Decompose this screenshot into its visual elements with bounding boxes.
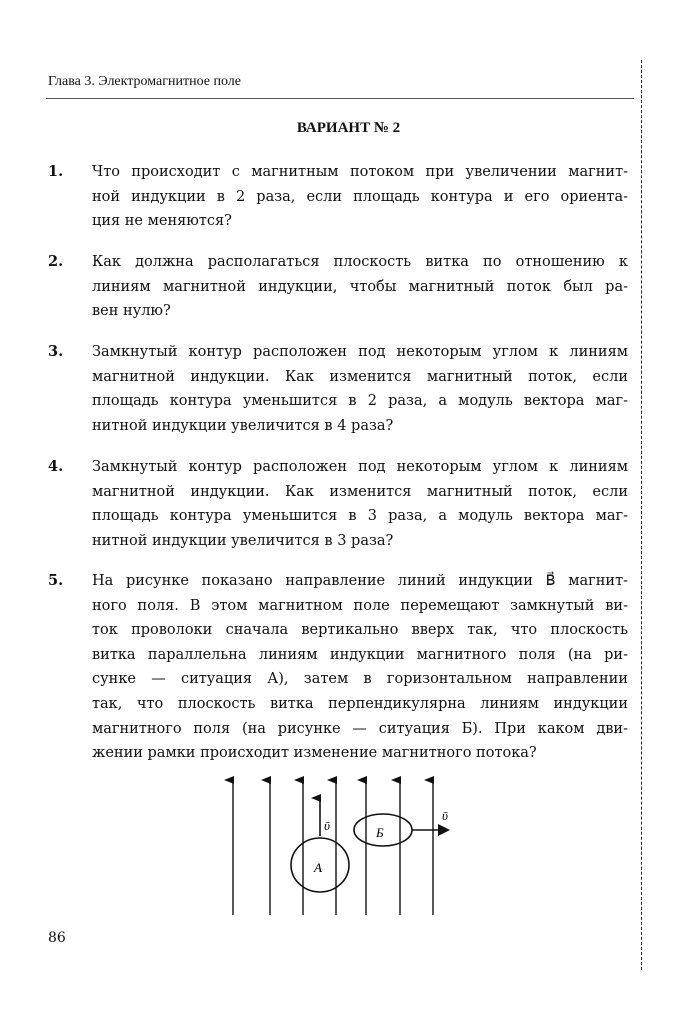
question-line: На рисунке показано направление линий индукции B⃗ магнит- [92, 573, 628, 589]
question-line: ной индукции в 2 раза, если площадь контура и его ориента- [92, 188, 628, 205]
question-line: сунке — ситуация А), затем в горизонтальном направлении [92, 671, 628, 688]
question-line: витка параллельна линиям индукции магнитного поля (на ри- [92, 646, 628, 663]
question-line: нитной индукции увеличится в 3 раза? [92, 532, 394, 549]
question-line: ция не меняются? [92, 213, 232, 230]
variant-title: ВАРИАНТ № 2 [296, 120, 401, 136]
question-number: 4. [48, 458, 64, 475]
velocity-label-b: ῡ [442, 808, 448, 823]
question-line: нитной индукции увеличится в 4 раза? [92, 417, 394, 434]
question-number: 5. [48, 572, 64, 589]
question-line: магнитной индукции. Как изменится магнитный поток, если [92, 368, 628, 385]
question-line: ного поля. В этом магнитном поле перемещают замкнутый ви- [92, 597, 628, 614]
question-line: Как должна располагаться плоскость витка по отношению к [92, 254, 628, 270]
label-b: Б [376, 825, 384, 840]
question-number: 2. [48, 253, 64, 270]
question-number: 3. [48, 343, 64, 360]
label-a: A [314, 860, 322, 875]
page-number: 86 [48, 930, 66, 946]
question-line: магнитного поля (на рисунке — ситуация Б). При каком дви- [92, 720, 628, 737]
velocity-label-a: ῡ [324, 818, 330, 833]
question-line: площадь контура уменьшится в 2 раза, а модуль вектора маг- [92, 393, 628, 410]
question-line: магнитной индукции. Как изменится магнитный поток, если [92, 483, 628, 500]
question-line: площадь контура уменьшится в 3 раза, а модуль вектора маг- [92, 508, 628, 525]
question-line: так, что плоскость витка перпендикулярна линиям индукции [92, 695, 628, 712]
question-line: ток проволоки сначала вертикально вверх так, что плоскость [92, 622, 628, 639]
question-line: Замкнутый контур расположен под некоторым углом к линиям [92, 344, 628, 360]
running-header: Глава 3. Электромагнитное поле [48, 74, 241, 89]
question-number: 1. [48, 163, 64, 180]
question-line: вен нулю? [92, 303, 171, 320]
question-line: Что происходит с магнитным потоком при увеличении магнит- [92, 164, 628, 180]
question-line: Замкнутый контур расположен под некоторым углом к линиям [92, 459, 628, 475]
question-line: линиям магнитной индукции, чтобы магнитный поток был ра- [92, 278, 628, 295]
question-line: жении рамки происходит изменение магнитного потока? [92, 745, 537, 762]
